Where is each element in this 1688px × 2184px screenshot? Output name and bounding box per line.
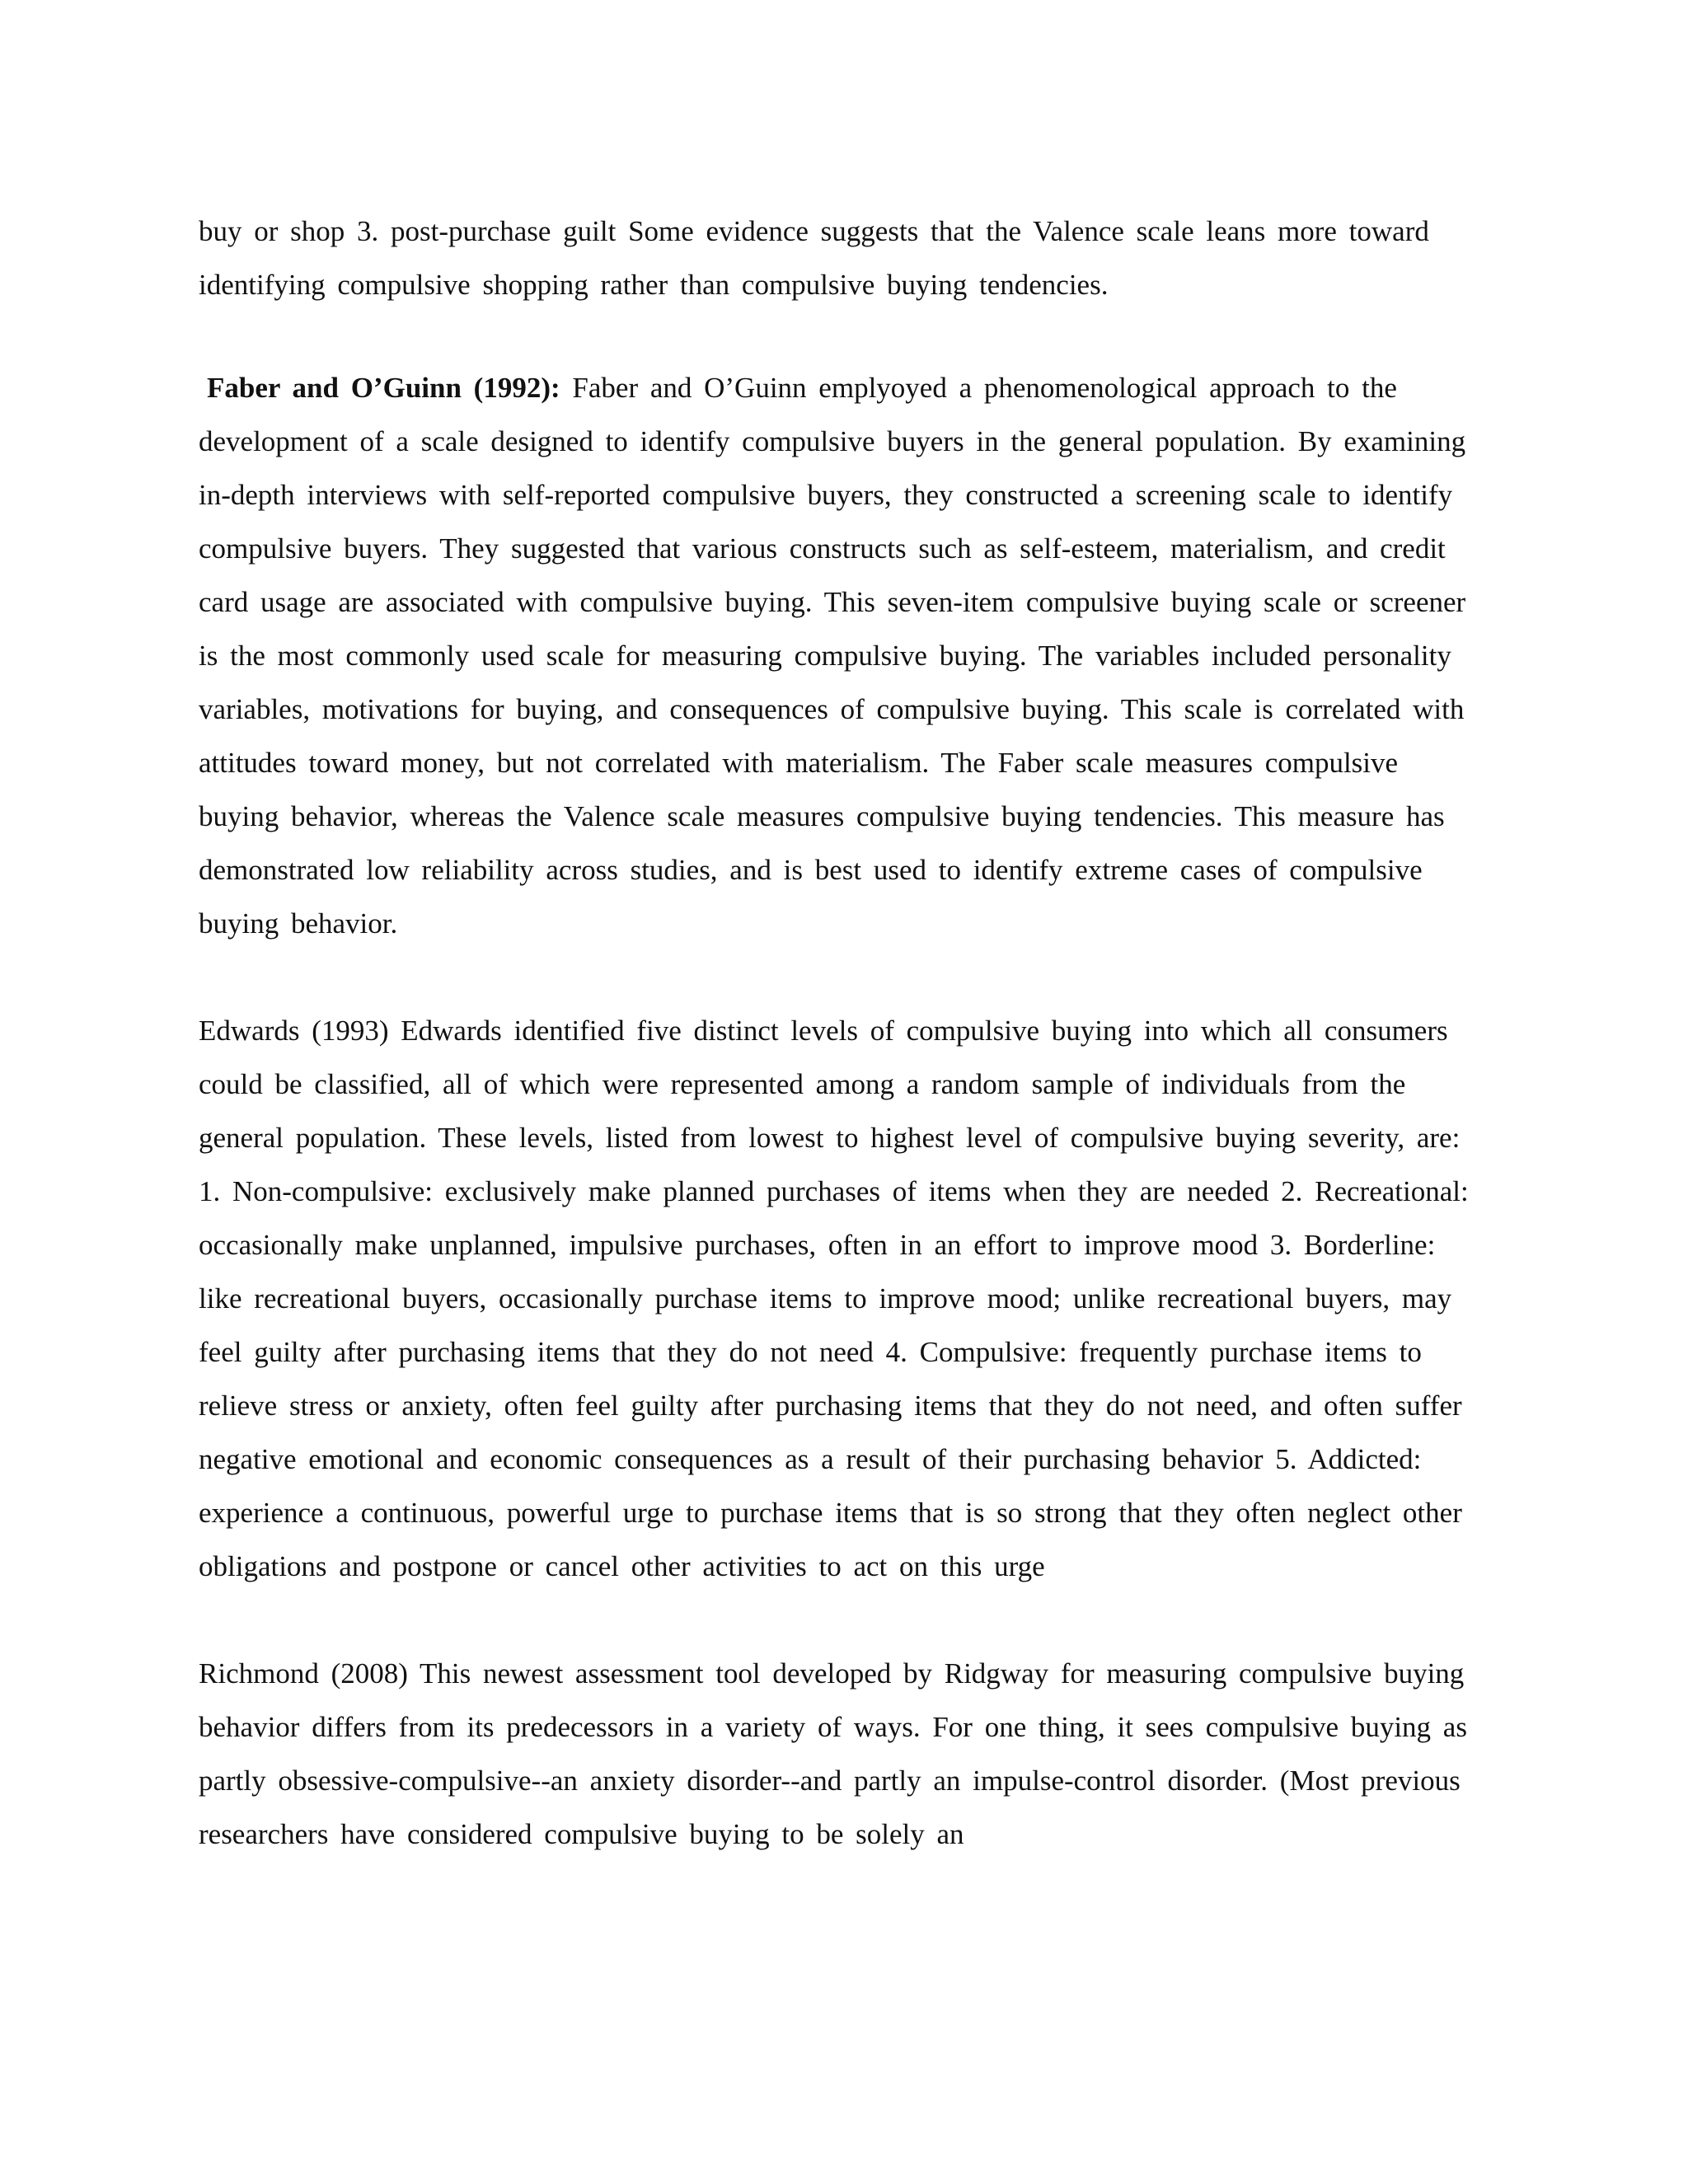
- paragraph-richmond: Richmond (2008) This newest assessment tool developed by Ridgway for measuring compulsive buying behavior differs from its predecessors in a variety of ways. For one thing, it sees compulsive buying as partly obsessive-compulsive--an anxiety disorder--and partly an impulse-control disorder. (Most previous researchers have considered compulsive buying to be solely an: [199, 1657, 1467, 1850]
- paragraph-heading-faber-oguinn: Faber and O’Guinn (1992):: [207, 372, 560, 404]
- paragraph-body-faber-oguinn: Faber and O’Guinn emplyoyed a phenomenological approach to the development of a scale designed to identify compulsive buyers in the general population. By examining in-depth interviews with self-reported compulsive buyers, they constructed a screening scale to identify compulsive buyers. They suggested that various constructs such as self-esteem, materialism, and credit card usage are associated with compulsive buying. This seven-item compulsive buying scale or screener is the most commonly used scale for measuring compulsive buying. The variables included personality variables, motivations for buying, and consequences of compulsive buying. This scale is correlated with attitudes toward money, but not correlated with materialism. The Faber scale measures compulsive buying behavior, whereas the Valence scale measures compulsive buying tendencies. This measure has demonstrated low reliability across studies, and is best used to identify extreme cases of compulsive buying behavior.: [199, 372, 1466, 940]
- document-body: [199, 204, 1484, 1861]
- paragraph-valence-tail: buy or shop 3. post-purchase guilt Some evidence suggests that the Valence scale leans more toward identifying compulsive shopping rather than compulsive buying tendencies.: [199, 215, 1429, 301]
- paragraph-faber-oguinn: [199, 361, 1484, 950]
- paragraph-edwards: Edwards (1993) Edwards identified five distinct levels of compulsive buying into which all consumers could be classified, all of which were represented among a random sample of individuals from the general population. These levels, listed from lowest to highest level of compulsive buying severity, are: 1. Non-compulsive: exclusively make planned purchases of items when they are needed 2. Recreational: occasionally make unplanned, impulsive purchases, often in an effort to improve mood 3. Borderline: like recreational buyers, occasionally purchase items to improve mood; unlike recreational buyers, may feel guilty after purchasing items that they do not need 4. Compulsive: frequently purchase items to relieve stress or anxiety, often feel guilty after purchasing items that they do not need, and often suffer negative emotional and economic consequences as a result of their purchasing behavior 5. Addicted: experience a continuous, powerful urge to purchase items that is so strong that they often neglect other obligations and postpone or cancel other activities to act on this urge: [199, 1015, 1469, 1582]
